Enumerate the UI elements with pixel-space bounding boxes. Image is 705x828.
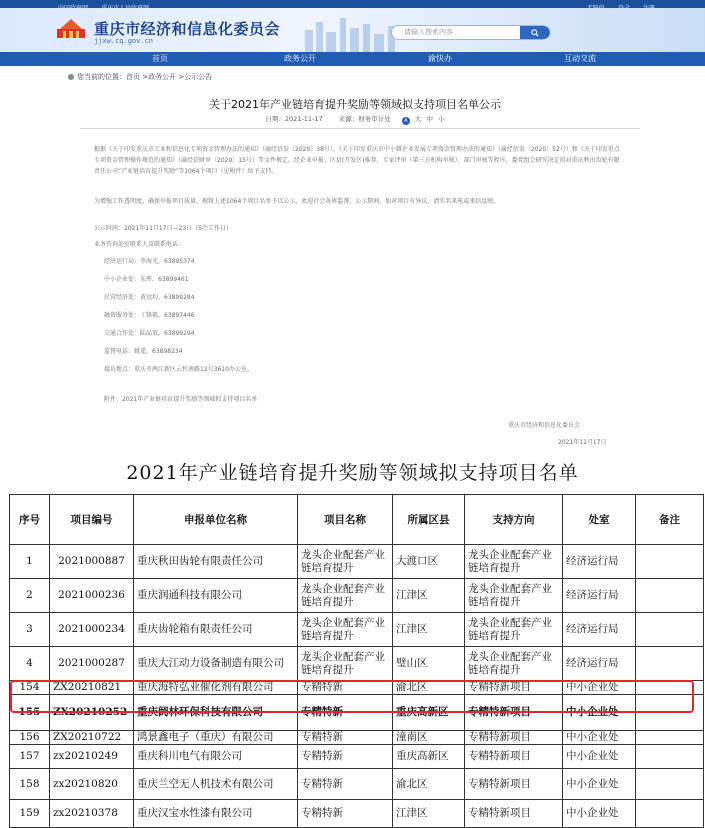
cell-company: 重庆兰空无人机技术有限公司 (134, 769, 298, 800)
cell-direction: 龙头企业配套产业链培育提升 (465, 545, 563, 579)
cell-remark (636, 647, 704, 681)
nav-interaction[interactable]: 互动交流 (564, 54, 596, 63)
cell-index: 158 (10, 769, 50, 800)
cell-district: 渝北区 (393, 769, 465, 800)
cell-department: 经济运行局 (563, 647, 636, 681)
font-size-large[interactable]: 大 (414, 115, 422, 123)
cell-project-id: 2021000887 (50, 545, 134, 579)
cell-company: 重庆秋田齿轮有限责任公司 (134, 545, 298, 579)
cell-department: 经济运行局 (563, 579, 636, 613)
notice-date: 日期：2021-11-17 (265, 115, 323, 123)
cell-index: 1 (10, 545, 50, 579)
cell-direction: 专精特新项目 (465, 745, 563, 769)
cell-index: 155 (10, 695, 50, 731)
cell-company: 鸿景鑫电子（重庆）有限公司 (134, 731, 298, 745)
cell-project-name: 专精特新 (298, 681, 393, 695)
search-input[interactable]: 请输入搜索内容 (391, 25, 549, 40)
cell-district: 重庆高新区 (393, 745, 465, 769)
cell-remark (636, 613, 704, 647)
breadcrumb-text[interactable]: 您当前的位置：首页 >政务公开 >公示公告 (77, 73, 213, 81)
nav-gov-affairs[interactable]: 政务公开 (284, 54, 316, 63)
table-row (10, 545, 704, 579)
cell-project-name: 专精特新 (298, 695, 393, 731)
cell-direction: 专精特新项目 (465, 731, 563, 745)
cell-department: 中小企业处 (563, 731, 636, 745)
cell-company: 重庆大江动力设备制造有限公司 (134, 647, 298, 681)
notice-period: 公示时间：2021年11月17日—23日（5个工作日） (94, 225, 232, 232)
cell-index: 3 (10, 613, 50, 647)
top-utility-bar (0, 0, 705, 8)
cell-direction: 龙头企业配套产业链培育提升 (465, 647, 563, 681)
cell-index: 2 (10, 579, 50, 613)
cell-project-name: 专精特新 (298, 731, 393, 745)
sign-date: 2021年11月17日 (558, 439, 607, 446)
divider (80, 128, 640, 129)
cell-remark (636, 681, 704, 695)
cell-company: 重庆汉宝水性漆有限公司 (134, 800, 298, 828)
cell-direction: 专精特新项目 (465, 769, 563, 800)
contact-line: 经济运行局：李海光，63895374 (104, 258, 195, 265)
signature: 重庆市经济和信息化委员会 (508, 422, 581, 429)
cell-project-name: 专精特新 (298, 745, 393, 769)
cell-company: 重庆齿轮箱有限责任公司 (134, 613, 298, 647)
col-header: 项目编号 (50, 495, 134, 545)
cell-direction: 专精特新项目 (465, 800, 563, 828)
cell-project-name: 龙头企业配套产业链培育提升 (298, 647, 393, 681)
contact-line: 融资服务处：丁锋毅，63897446 (104, 312, 195, 319)
cell-project-id: ZX20210252 (50, 695, 134, 731)
cell-remark (636, 800, 704, 828)
attachment-link[interactable]: 附件：2021年产业链培育提升奖励等领域拟支持项目名单 (104, 396, 258, 403)
font-size-icon: A (402, 117, 410, 125)
site-title[interactable]: 重庆市经济和信息化委员会 (94, 20, 281, 38)
cell-district: 璧山区 (393, 647, 465, 681)
cell-project-name: 龙头企业配套产业链培育提升 (298, 579, 393, 613)
cell-remark (636, 545, 704, 579)
cell-department: 中小企业处 (563, 769, 636, 800)
cell-department: 中小企业处 (563, 681, 636, 695)
cell-remark (636, 695, 704, 731)
cell-company: 重庆海特弘业催化剂有限公司 (134, 681, 298, 695)
col-header: 所属区县 (393, 495, 465, 545)
cell-district: 渝北区 (393, 681, 465, 695)
table-row (10, 613, 704, 647)
table-row (10, 731, 704, 745)
font-size-control (399, 114, 445, 125)
contact-line: 中小企业处：朱彤，63899461 (104, 276, 189, 283)
cell-index: 156 (10, 731, 50, 745)
cell-district: 大渡口区 (393, 545, 465, 579)
contact-line: 民营经济处：黄远均，63899284 (104, 294, 195, 301)
cell-department: 经济运行局 (563, 545, 636, 579)
cell-direction: 龙头企业配套产业链培育提升 (465, 613, 563, 647)
cell-remark (636, 579, 704, 613)
cell-project-name: 龙头企业配套产业链培育提升 (298, 545, 393, 579)
nav-home[interactable]: 首页 (152, 54, 168, 63)
cell-company: 重庆润通科技有限公司 (134, 579, 298, 613)
cell-direction: 龙头企业配套产业链培育提升 (465, 579, 563, 613)
cell-direction: 专精特新项目 (465, 695, 563, 731)
contact-line: 交通合作处：陆晶双，63899294 (104, 330, 195, 337)
cell-remark (636, 731, 704, 745)
cell-department: 经济运行局 (563, 613, 636, 647)
notice-document (40, 66, 670, 452)
cell-project-id: 2021000234 (50, 613, 134, 647)
project-table (9, 494, 704, 828)
search-button[interactable] (520, 26, 550, 39)
cell-company: 重庆阏林环保科技有限公司 (134, 695, 298, 731)
cell-district: 重庆高新区 (393, 695, 465, 731)
cell-remark (636, 769, 704, 800)
list-title: 2021年产业链培育提升奖励等领域拟支持项目名单 (126, 462, 579, 484)
notice-paragraph-1: 根据《关于印发重庆市工业和信息化专项资金管理办法的通知》（渝经信发〔2020〕38号）、《关于印发重庆市中小微企业发展专项资金管理办法的通知》（渝经信发〔2020〕52号）和《关于印发重点专项资金管理操作规范的通知》（渝经信财审〔2020〕15号）等文件规定，经企业申报、区县(开发区)推荐、专家评审（第三方机构审核）、部门审核等程序，委党组会研究决定拟对重庆秋田齿轮有限责任公司“产业链培育提升奖励”等1064个项目（见附件）给予支持。 (94, 146, 620, 175)
cell-project-id: zx20210249 (50, 745, 134, 769)
cell-department: 中小企业处 (563, 800, 636, 828)
cell-district: 潼南区 (393, 731, 465, 745)
breadcrumb (68, 72, 212, 82)
cell-project-name: 专精特新 (298, 769, 393, 800)
cell-project-id: zx20210378 (50, 800, 134, 828)
notice-title: 关于2021年产业链培育提升奖励等领域拟支持项目名单公示 (209, 98, 501, 111)
contacts-header: 业务咨询处室联系人及联系电话： (94, 241, 185, 248)
font-size-medium[interactable]: 中 (426, 115, 433, 123)
table-header-row (10, 495, 704, 545)
cell-project-id: ZX20210722 (50, 731, 134, 745)
site-domain: jjxw.cq.gov.cn (94, 37, 154, 45)
col-header: 支持方向 (465, 495, 563, 545)
cell-project-id: 2021000236 (50, 579, 134, 613)
font-size-small[interactable]: 小 (438, 115, 445, 123)
main-nav (0, 52, 705, 66)
emblem-icon (56, 17, 86, 39)
location-icon (68, 74, 74, 80)
cell-project-id: zx20210820 (50, 769, 134, 800)
cell-index: 154 (10, 681, 50, 695)
table-row (10, 647, 704, 681)
table-row-highlighted (10, 695, 704, 731)
contact-line: 接访地点：重庆市两江新区云杉南路12号3610办公室。 (104, 366, 253, 373)
col-header: 申报单位名称 (134, 495, 298, 545)
site-header (0, 8, 705, 52)
cell-district: 江津区 (393, 579, 465, 613)
table-row (10, 745, 704, 769)
col-header: 处室 (563, 495, 636, 545)
col-header: 备注 (636, 495, 704, 545)
cell-project-name: 龙头企业配套产业链培育提升 (298, 613, 393, 647)
contact-line: 监督电话：姚遥，63898234 (104, 348, 183, 355)
table-row (10, 800, 704, 828)
cell-index: 4 (10, 647, 50, 681)
cell-department: 中小企业处 (563, 695, 636, 731)
cell-project-id: 2021000287 (50, 647, 134, 681)
cell-direction: 专精特新项目 (465, 681, 563, 695)
table-row (10, 769, 704, 800)
notice-source: 来源：财务审计处 (338, 115, 391, 123)
notice-meta (40, 114, 670, 125)
cell-district: 江津区 (393, 800, 465, 828)
cell-company: 重庆科川电气有限公司 (134, 745, 298, 769)
cell-district: 江津区 (393, 613, 465, 647)
col-header: 项目名称 (298, 495, 393, 545)
cell-department: 中小企业处 (563, 745, 636, 769)
cell-project-id: ZX20210821 (50, 681, 134, 695)
cell-index: 157 (10, 745, 50, 769)
cell-index: 159 (10, 800, 50, 828)
notice-paragraph-2: 为增强工作透明度，确保申报项目质量，现将上述1064个项目名单予以公示，欢迎社会各界监督。公示期间，如对项目有异议，请实名来电或来信反映。 (94, 198, 500, 205)
nav-yukuaiban[interactable]: 渝快办 (428, 54, 452, 63)
table-row (10, 681, 704, 695)
table-row (10, 579, 704, 613)
cell-project-name: 专精特新 (298, 800, 393, 828)
cell-remark (636, 745, 704, 769)
col-header: 序号 (10, 495, 50, 545)
search-icon (531, 29, 539, 37)
